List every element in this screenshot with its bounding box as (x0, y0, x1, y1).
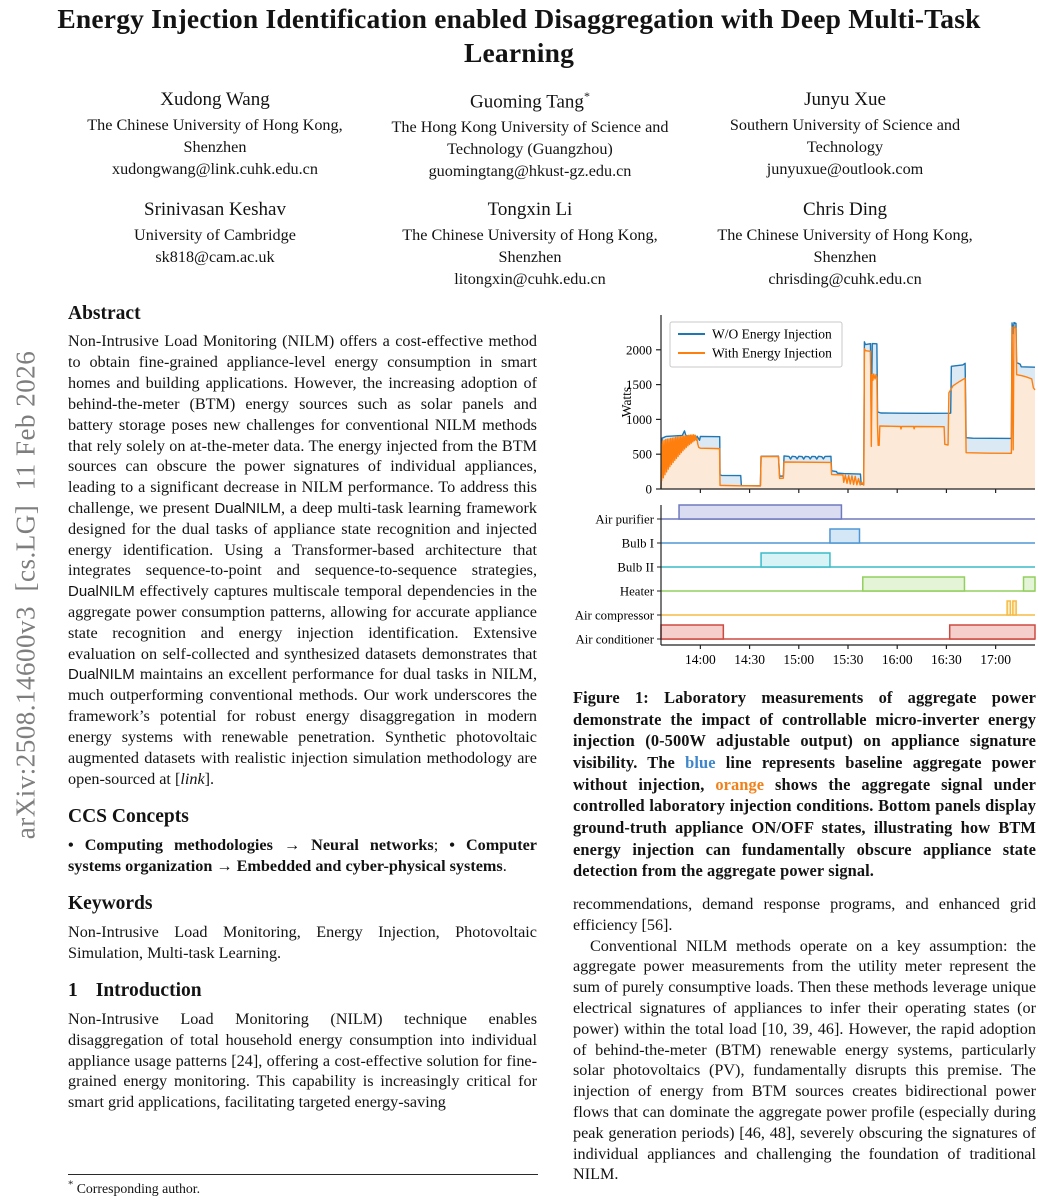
authors-grid (74, 89, 986, 291)
figure-1 (573, 303, 1036, 682)
author-affiliation: The Chinese University of Hong Kong, Shenzhen (87, 116, 343, 157)
state-on-interval (761, 553, 830, 567)
x-tick-label: 16:30 (931, 652, 962, 667)
state-on-interval (1013, 601, 1016, 615)
state-on-interval (661, 625, 723, 639)
state-on-interval (1024, 577, 1035, 591)
introduction-text: Non-Intrusive Load Monitoring (NILM) technique enables disaggregation of total household energy consumption into individual appliance usage patterns [24], offering a cost-effective solution for fine-grained energy monitoring. This capability is increasingly critical for smart grid applications, facilitating targeted energy-saving (68, 1009, 537, 1112)
author-block (382, 199, 678, 290)
x-tick-label: 15:00 (783, 652, 815, 667)
author-email: junyuxue@outlook.com (766, 160, 924, 179)
right-column-paragraph: recommendations, demand response programs, and enhanced grid efficiency [56]. (573, 894, 1036, 934)
footnote-rule (68, 1174, 538, 1175)
author-block (74, 199, 356, 290)
x-tick-label: 17:00 (980, 652, 1012, 667)
author-email: litongxin@cuhk.edu.cn (454, 270, 606, 289)
author-email: xudongwang@link.cuhk.edu.cn (111, 160, 318, 179)
right-column-paragraph: Conventional NILM methods operate on a key assumption: the aggregate power measurements from the utility meter represent the sum of purely consumptive loads. Then these methods leverage unique electrical signatures of appliances to infer their operating states (or power) within the total load [10, 39, 46]. However, the rapid adoption of behind-the-meter (BTM) renewable energy systems, particularly solar photovoltaics (PV), fundamentally disrupts this premise. The injection of energy from BTM sources creates bidirectional power flows that can dominate the aggregate power profile (especially during peak generation periods) [46, 48], severely obscuring the signatures of individual appliances and challenging the foundation of traditional NILM. (573, 936, 1036, 1184)
right-column (573, 303, 1036, 1185)
x-tick-label: 14:30 (734, 652, 765, 667)
y-axis-label: Watts (619, 386, 634, 418)
y-tick-label: 2000 (626, 342, 652, 358)
footnote (68, 1174, 538, 1197)
appliance-label: Heater (619, 584, 654, 599)
author-affiliation: The Chinese University of Hong Kong, Shenzhen (402, 226, 658, 267)
author-block (704, 89, 986, 182)
author-block (74, 89, 356, 182)
author-name: Guoming Tang* (470, 89, 590, 113)
x-tick-label: 15:30 (832, 652, 864, 667)
legend-label: W/O Energy Injection (712, 326, 832, 342)
author-email: sk818@cam.ac.uk (155, 248, 275, 267)
author-affiliation: Southern University of Science and Technology (729, 116, 961, 157)
y-tick-label: 0 (645, 481, 652, 497)
state-on-interval (950, 625, 1035, 639)
state-on-interval (863, 577, 965, 591)
section-title: Introduction (95, 980, 202, 1002)
state-on-interval (830, 529, 860, 543)
abstract-heading: Abstract (68, 303, 141, 324)
y-tick-label: 1500 (626, 377, 652, 393)
author-name: Junyu Xue (804, 89, 886, 110)
section-number: 1 (68, 980, 78, 1002)
ccs-text: • Computing methodologies → Neural networks; • Computer systems organization → Embedded and cyber-physical systems. (68, 835, 537, 875)
figure-1-caption: Figure 1: Laboratory measurements of aggregate power demonstrate the impact of controllable micro-inverter energy injection (0-500W adjustable output) on appliance signature visibility. The blue line represents baseline aggregate power without injection, orange shows the aggregate signal under controlled laboratory injection conditions. Bottom panels display ground-truth appliance ON/OFF states, illustrating how BTM energy injection can fundamentally obscure appliance state detection from the aggregate power signal. (573, 688, 1036, 881)
author-affiliation: The Chinese University of Hong Kong, Shenzhen (717, 226, 973, 267)
paper-title: Energy Injection Identification enabled Disaggregation with Deep Multi-Task Learning (57, 3, 981, 69)
appliance-label: Air conditioner (575, 632, 654, 647)
arxiv-stamp: arXiv:2508.14600v3 [cs.LG] 11 Feb 2026 (10, 350, 41, 840)
x-tick-label: 16:00 (881, 652, 913, 667)
author-email: chrisding@cuhk.edu.cn (768, 270, 922, 289)
introduction-heading (68, 980, 537, 1001)
left-column (68, 303, 537, 1185)
author-block (382, 89, 678, 182)
appliance-label: Air compressor (574, 608, 654, 623)
author-block (704, 199, 986, 290)
two-column-body (68, 303, 1036, 1185)
y-tick-label: 500 (632, 446, 652, 462)
aggregate-power-chart (573, 303, 1036, 677)
state-on-interval (679, 505, 841, 519)
corresponding-author-mark: * (583, 89, 590, 103)
state-on-interval (1007, 601, 1010, 615)
legend (670, 322, 842, 367)
appliance-label: Air purifier (595, 512, 654, 527)
keywords-heading: Keywords (68, 893, 153, 915)
footnote-text: * Corresponding author. (68, 1179, 201, 1196)
author-affiliation: University of Cambridge (134, 226, 296, 245)
author-email: guomingtang@hkust-gz.edu.cn (428, 162, 632, 181)
author-name: Tongxin Li (487, 199, 573, 221)
keywords-text: Non-Intrusive Load Monitoring, Energy Injection, Photovoltaic Simulation, Multi-task Learning. (68, 922, 537, 962)
author-name: Chris Ding (803, 199, 887, 221)
legend-label: With Energy Injection (712, 345, 832, 361)
y-tick-label: 1000 (626, 411, 652, 427)
author-name: Xudong Wang (160, 89, 270, 110)
x-tick-label: 14:00 (684, 652, 716, 667)
author-affiliation: The Hong Kong University of Science and Technology (Guangzhou) (391, 118, 669, 159)
abstract-text: Non-Intrusive Load Monitoring (NILM) offers a cost-effective method to obtain fine-grained appliance-level energy consumption in smart homes and building applications. However, the increasing adoption of behind-the-meter (BTM) energy sources such as solar panels and battery storage poses new challenges for conventional NILM methods that rely solely on at-the-meter data. The energy injected from the BTM sources can obscure the power signatures of individual appliances, leading to a significant decrease in NILM performance. To address this challenge, we present DualNILM, a deep multi-task learning framework designed for the dual tasks of appliance state recognition and injected energy identification. Using a Transformer-based architecture that integrates sequence-to-point and sequence-to-sequence strategies, DualNILM effectively captures multiscale temporal dependencies in the aggregate power consumption patterns, allowing for accurate appliance state recognition and energy injection identification. Extensive evaluation on self-collected and synthesized datasets demonstrates that DualNILM maintains an excellent performance for dual tasks in NILM, much outperforming conventional methods. Our work underscores the framework’s potential for robust energy disaggregation in modern energy systems with renewable penetration. Synthetic photovoltaic augmented datasets with realistic injection simulation methodology are open-sourced at [link]. (68, 332, 537, 788)
appliance-label: Bulb I (621, 536, 654, 551)
appliance-state-panel (575, 505, 1035, 667)
author-name: Srinivasan Keshav (144, 199, 286, 221)
ccs-heading: CCS Concepts (68, 806, 189, 828)
appliance-label: Bulb II (617, 560, 654, 575)
